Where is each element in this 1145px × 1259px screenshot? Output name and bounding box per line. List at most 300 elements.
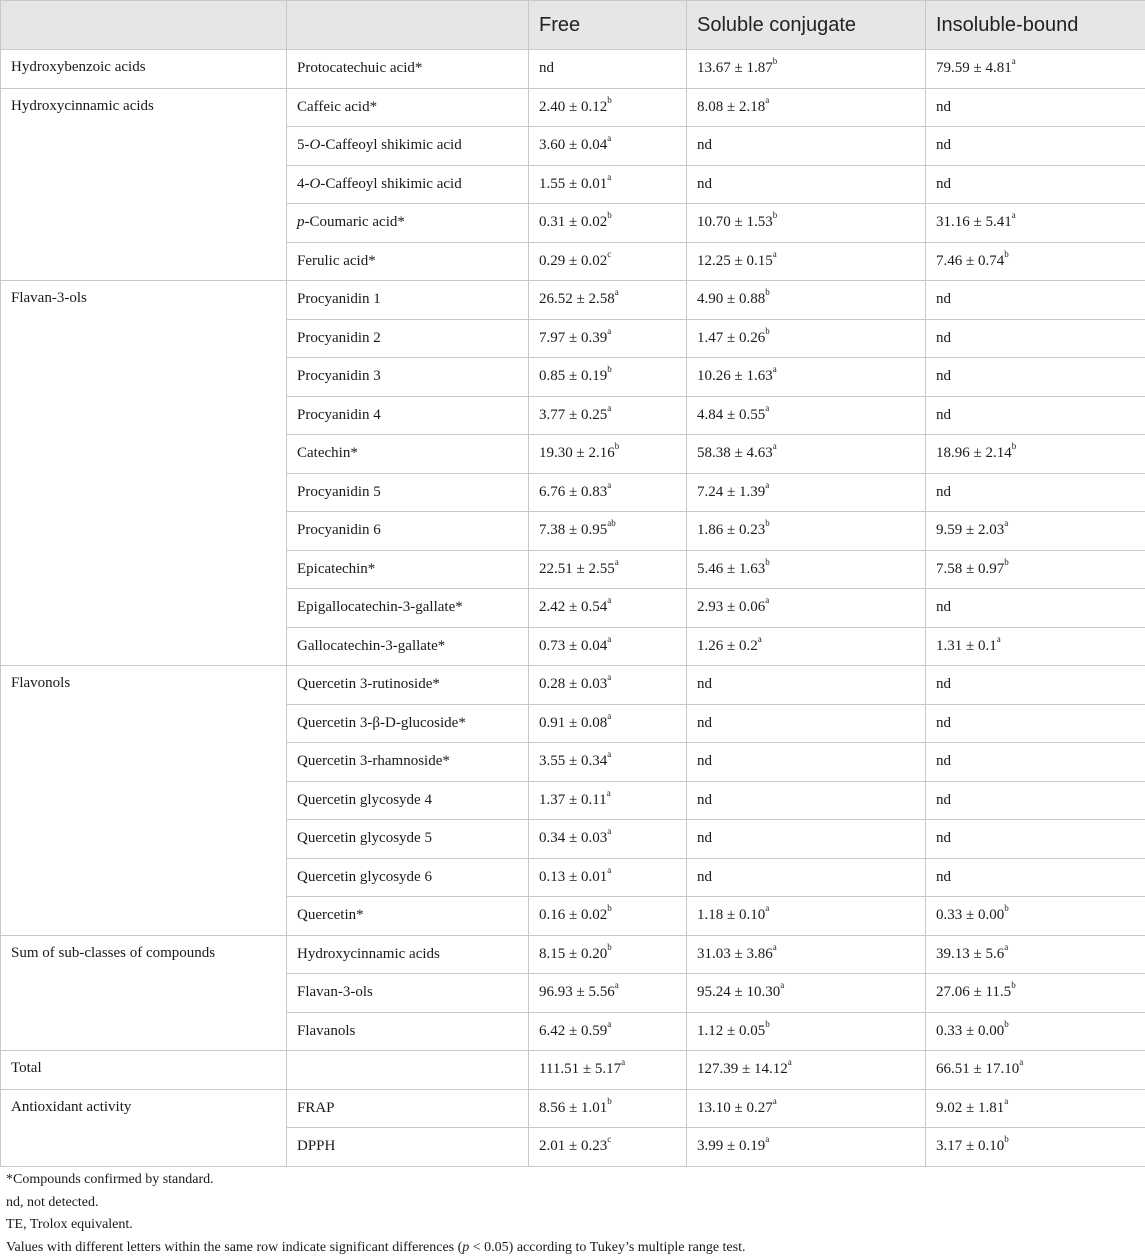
soluble-value-cell bbox=[687, 550, 926, 589]
value-text: 31.03 ± 3.86 bbox=[697, 946, 773, 962]
soluble-value-cell bbox=[687, 435, 926, 474]
significance-letter: a bbox=[607, 595, 611, 605]
soluble-value-cell bbox=[687, 820, 926, 859]
compound-name-cell: Ferulic acid* bbox=[287, 242, 529, 281]
value-text: 0.29 ± 0.02 bbox=[539, 253, 607, 269]
value-text: 8.15 ± 0.20 bbox=[539, 946, 607, 962]
free-value-cell bbox=[529, 512, 687, 551]
soluble-value-cell bbox=[687, 204, 926, 243]
soluble-value-cell bbox=[687, 897, 926, 936]
significance-letter: a bbox=[607, 865, 611, 875]
significance-letter: a bbox=[780, 980, 784, 990]
compound-name-cell bbox=[287, 165, 529, 204]
significance-letter: a bbox=[1012, 210, 1016, 220]
free-value-cell bbox=[529, 858, 687, 897]
significance-letter: a bbox=[615, 287, 619, 297]
significance-letter: a bbox=[765, 95, 769, 105]
table-row bbox=[1, 935, 1145, 974]
footnote-standard: *Compounds confirmed by standard. bbox=[6, 1169, 1136, 1192]
significance-letter: ab bbox=[607, 518, 616, 528]
significance-letter: b bbox=[607, 210, 612, 220]
free-value-cell bbox=[529, 974, 687, 1013]
significance-letter: a bbox=[773, 1096, 777, 1106]
soluble-value-cell bbox=[687, 473, 926, 512]
value-text: nd bbox=[936, 368, 951, 384]
value-text: 1.86 ± 0.23 bbox=[697, 522, 765, 538]
compound-name-cell: Procyanidin 4 bbox=[287, 396, 529, 435]
value-text: 7.24 ± 1.39 bbox=[697, 484, 765, 500]
header-insoluble-bound: Insoluble-bound bbox=[926, 1, 1145, 50]
value-text: nd bbox=[936, 599, 951, 615]
group-label-cell: Flavonols bbox=[1, 666, 287, 936]
value-text: 0.33 ± 0.00 bbox=[936, 907, 1004, 923]
value-text: 8.08 ± 2.18 bbox=[697, 99, 765, 115]
significance-letter: a bbox=[1004, 1096, 1008, 1106]
value-text: 96.93 ± 5.56 bbox=[539, 984, 615, 1000]
significance-letter: a bbox=[773, 441, 777, 451]
insoluble-value-cell bbox=[926, 974, 1145, 1013]
value-text: 58.38 ± 4.63 bbox=[697, 445, 773, 461]
header-group bbox=[1, 1, 287, 50]
footnote-significance-text-end: < 0.05) according to Tukey’s multiple range test. bbox=[469, 1240, 745, 1255]
value-text: 31.16 ± 5.41 bbox=[936, 214, 1012, 230]
value-text: 3.55 ± 0.34 bbox=[539, 753, 607, 769]
soluble-value-cell bbox=[687, 858, 926, 897]
value-text: 1.47 ± 0.26 bbox=[697, 330, 765, 346]
free-value-cell bbox=[529, 127, 687, 166]
compound-name-cell: Procyanidin 2 bbox=[287, 319, 529, 358]
footnote-p-symbol: p bbox=[462, 1240, 469, 1255]
table-row bbox=[1, 281, 1145, 320]
significance-letter: b bbox=[607, 903, 612, 913]
compound-name-cell: Procyanidin 5 bbox=[287, 473, 529, 512]
significance-letter: b bbox=[615, 441, 620, 451]
group-label-cell: Hydroxybenzoic acids bbox=[1, 50, 287, 89]
value-text: 7.46 ± 0.74 bbox=[936, 253, 1004, 269]
compound-name-cell: Flavanols bbox=[287, 1012, 529, 1051]
compound-name-suffix: -Caffeoyl shikimic acid bbox=[320, 137, 461, 153]
value-text: 9.02 ± 1.81 bbox=[936, 1100, 1004, 1116]
compound-name-cell: FRAP bbox=[287, 1089, 529, 1128]
free-value-cell bbox=[529, 1051, 687, 1090]
insoluble-value-cell bbox=[926, 512, 1145, 551]
significance-letter: b bbox=[773, 56, 778, 66]
group-label-cell: Sum of sub-classes of compounds bbox=[1, 935, 287, 1051]
table-row bbox=[1, 1051, 1145, 1090]
value-text: 0.85 ± 0.19 bbox=[539, 368, 607, 384]
value-text: nd bbox=[936, 99, 951, 115]
significance-letter: a bbox=[607, 826, 611, 836]
value-text: nd bbox=[936, 869, 951, 885]
value-text: nd bbox=[936, 830, 951, 846]
compound-name-cell: Quercetin glycosyde 5 bbox=[287, 820, 529, 859]
header-compound bbox=[287, 1, 529, 50]
compound-name-cell: Quercetin 3-rhamnoside* bbox=[287, 743, 529, 782]
value-text: 79.59 ± 4.81 bbox=[936, 60, 1012, 76]
header-soluble-conjugate: Soluble conjugate bbox=[687, 1, 926, 50]
significance-letter: b bbox=[773, 210, 778, 220]
value-text: 1.31 ± 0.1 bbox=[936, 638, 997, 654]
value-text: nd bbox=[697, 869, 712, 885]
free-value-cell bbox=[529, 935, 687, 974]
significance-letter: b bbox=[1004, 1019, 1009, 1029]
value-text: 39.13 ± 5.6 bbox=[936, 946, 1004, 962]
soluble-value-cell bbox=[687, 319, 926, 358]
compound-name-cell bbox=[287, 1051, 529, 1090]
significance-letter: b bbox=[607, 942, 612, 952]
insoluble-value-cell bbox=[926, 435, 1145, 474]
value-text: 3.77 ± 0.25 bbox=[539, 407, 607, 423]
value-text: 0.13 ± 0.01 bbox=[539, 869, 607, 885]
value-text: nd bbox=[697, 676, 712, 692]
footnote-significance-text: Values with different letters within the same row indicate significant differences ( bbox=[6, 1240, 462, 1255]
table-row bbox=[1, 88, 1145, 127]
value-text: 2.01 ± 0.23 bbox=[539, 1138, 607, 1154]
significance-letter: a bbox=[765, 1134, 769, 1144]
significance-letter: a bbox=[615, 980, 619, 990]
free-value-cell bbox=[529, 1012, 687, 1051]
significance-letter: a bbox=[997, 634, 1001, 644]
soluble-value-cell bbox=[687, 1012, 926, 1051]
value-text: nd bbox=[936, 484, 951, 500]
significance-letter: a bbox=[773, 942, 777, 952]
soluble-value-cell bbox=[687, 396, 926, 435]
significance-letter: a bbox=[1012, 56, 1016, 66]
insoluble-value-cell bbox=[926, 704, 1145, 743]
free-value-cell bbox=[529, 589, 687, 628]
soluble-value-cell bbox=[687, 781, 926, 820]
compound-name-cell: DPPH bbox=[287, 1128, 529, 1167]
compound-name-prefix: 5- bbox=[297, 137, 310, 153]
soluble-value-cell bbox=[687, 88, 926, 127]
significance-letter: a bbox=[607, 672, 611, 682]
value-text: 26.52 ± 2.58 bbox=[539, 291, 615, 307]
compound-name-cell: Flavan-3-ols bbox=[287, 974, 529, 1013]
value-text: 12.25 ± 0.15 bbox=[697, 253, 773, 269]
soluble-value-cell bbox=[687, 1051, 926, 1090]
compound-name-italic: O bbox=[310, 137, 321, 153]
significance-letter: a bbox=[765, 403, 769, 413]
compound-name-cell: Epicatechin* bbox=[287, 550, 529, 589]
significance-letter: a bbox=[607, 788, 611, 798]
free-value-cell bbox=[529, 435, 687, 474]
value-text: 3.99 ± 0.19 bbox=[697, 1138, 765, 1154]
value-text: nd bbox=[936, 753, 951, 769]
compound-name-cell: Procyanidin 6 bbox=[287, 512, 529, 551]
insoluble-value-cell bbox=[926, 127, 1145, 166]
value-text: 5.46 ± 1.63 bbox=[697, 561, 765, 577]
value-text: nd bbox=[539, 60, 554, 76]
value-text: 8.56 ± 1.01 bbox=[539, 1100, 607, 1116]
soluble-value-cell bbox=[687, 1128, 926, 1167]
significance-letter: b bbox=[607, 364, 612, 374]
free-value-cell bbox=[529, 165, 687, 204]
soluble-value-cell bbox=[687, 627, 926, 666]
significance-letter: a bbox=[615, 557, 619, 567]
soluble-value-cell bbox=[687, 666, 926, 705]
compound-name-cell: Gallocatechin-3-gallate* bbox=[287, 627, 529, 666]
insoluble-value-cell bbox=[926, 473, 1145, 512]
value-text: nd bbox=[936, 330, 951, 346]
value-text: 1.18 ± 0.10 bbox=[697, 907, 765, 923]
significance-letter: a bbox=[773, 364, 777, 374]
significance-letter: b bbox=[1004, 249, 1009, 259]
value-text: 3.60 ± 0.04 bbox=[539, 137, 607, 153]
significance-letter: a bbox=[1004, 942, 1008, 952]
significance-letter: b bbox=[1004, 903, 1009, 913]
value-text: 66.51 ± 17.10 bbox=[936, 1061, 1019, 1077]
footnote-significance bbox=[6, 1237, 1136, 1259]
free-value-cell bbox=[529, 550, 687, 589]
header-row bbox=[1, 1, 1145, 50]
compound-name-cell: Procyanidin 3 bbox=[287, 358, 529, 397]
soluble-value-cell bbox=[687, 743, 926, 782]
significance-letter: b bbox=[607, 1096, 612, 1106]
value-text: 2.93 ± 0.06 bbox=[697, 599, 765, 615]
value-text: 10.26 ± 1.63 bbox=[697, 368, 773, 384]
value-text: 6.42 ± 0.59 bbox=[539, 1023, 607, 1039]
insoluble-value-cell bbox=[926, 396, 1145, 435]
free-value-cell bbox=[529, 396, 687, 435]
value-text: 0.31 ± 0.02 bbox=[539, 214, 607, 230]
significance-letter: b bbox=[1011, 980, 1016, 990]
value-text: 4.90 ± 0.88 bbox=[697, 291, 765, 307]
value-text: nd bbox=[936, 792, 951, 808]
compound-name-cell bbox=[287, 127, 529, 166]
significance-letter: a bbox=[788, 1057, 792, 1067]
free-value-cell bbox=[529, 627, 687, 666]
value-text: nd bbox=[697, 792, 712, 808]
significance-letter: a bbox=[773, 249, 777, 259]
significance-letter: b bbox=[607, 95, 612, 105]
soluble-value-cell bbox=[687, 704, 926, 743]
compound-name-prefix: 4- bbox=[297, 176, 310, 192]
value-text: 13.67 ± 1.87 bbox=[697, 60, 773, 76]
group-label-cell: Hydroxycinnamic acids bbox=[1, 88, 287, 281]
insoluble-value-cell bbox=[926, 281, 1145, 320]
free-value-cell bbox=[529, 319, 687, 358]
significance-letter: b bbox=[1004, 1134, 1009, 1144]
value-text: 95.24 ± 10.30 bbox=[697, 984, 780, 1000]
value-text: 7.58 ± 0.97 bbox=[936, 561, 1004, 577]
compound-name-cell: Quercetin* bbox=[287, 897, 529, 936]
free-value-cell bbox=[529, 704, 687, 743]
value-text: nd bbox=[936, 407, 951, 423]
soluble-value-cell bbox=[687, 50, 926, 89]
insoluble-value-cell bbox=[926, 1128, 1145, 1167]
significance-letter: a bbox=[607, 172, 611, 182]
compound-name-cell: Epigallocatechin-3-gallate* bbox=[287, 589, 529, 628]
value-text: 1.55 ± 0.01 bbox=[539, 176, 607, 192]
value-text: 2.42 ± 0.54 bbox=[539, 599, 607, 615]
value-text: 27.06 ± 11.5 bbox=[936, 984, 1011, 1000]
value-text: 10.70 ± 1.53 bbox=[697, 214, 773, 230]
value-text: 7.97 ± 0.39 bbox=[539, 330, 607, 346]
free-value-cell bbox=[529, 820, 687, 859]
footnote-nd: nd, not detected. bbox=[6, 1192, 1136, 1215]
significance-letter: b bbox=[765, 326, 770, 336]
insoluble-value-cell bbox=[926, 589, 1145, 628]
soluble-value-cell bbox=[687, 935, 926, 974]
insoluble-value-cell bbox=[926, 319, 1145, 358]
soluble-value-cell bbox=[687, 974, 926, 1013]
insoluble-value-cell bbox=[926, 627, 1145, 666]
soluble-value-cell bbox=[687, 242, 926, 281]
value-text: 0.73 ± 0.04 bbox=[539, 638, 607, 654]
compound-name-cell: Hydroxycinnamic acids bbox=[287, 935, 529, 974]
value-text: nd bbox=[936, 291, 951, 307]
value-text: 6.76 ± 0.83 bbox=[539, 484, 607, 500]
free-value-cell bbox=[529, 1128, 687, 1167]
significance-letter: a bbox=[607, 634, 611, 644]
value-text: nd bbox=[936, 176, 951, 192]
significance-letter: a bbox=[607, 403, 611, 413]
insoluble-value-cell bbox=[926, 242, 1145, 281]
table-row bbox=[1, 666, 1145, 705]
significance-letter: a bbox=[765, 480, 769, 490]
value-text: 7.38 ± 0.95 bbox=[539, 522, 607, 538]
significance-letter: a bbox=[607, 326, 611, 336]
insoluble-value-cell bbox=[926, 358, 1145, 397]
soluble-value-cell bbox=[687, 281, 926, 320]
insoluble-value-cell bbox=[926, 50, 1145, 89]
significance-letter: a bbox=[607, 749, 611, 759]
free-value-cell bbox=[529, 897, 687, 936]
soluble-value-cell bbox=[687, 589, 926, 628]
soluble-value-cell bbox=[687, 127, 926, 166]
compound-name-cell: Quercetin 3-rutinoside* bbox=[287, 666, 529, 705]
significance-letter: b bbox=[765, 287, 770, 297]
significance-letter: c bbox=[607, 249, 611, 259]
compound-name-cell bbox=[287, 204, 529, 243]
table-footnotes bbox=[6, 1169, 1136, 1259]
value-text: 0.91 ± 0.08 bbox=[539, 715, 607, 731]
insoluble-value-cell bbox=[926, 858, 1145, 897]
value-text: nd bbox=[936, 676, 951, 692]
value-text: 22.51 ± 2.55 bbox=[539, 561, 615, 577]
value-text: nd bbox=[936, 715, 951, 731]
insoluble-value-cell bbox=[926, 165, 1145, 204]
value-text: 0.16 ± 0.02 bbox=[539, 907, 607, 923]
insoluble-value-cell bbox=[926, 935, 1145, 974]
value-text: 4.84 ± 0.55 bbox=[697, 407, 765, 423]
table-body bbox=[1, 50, 1145, 1167]
significance-letter: c bbox=[607, 1134, 611, 1144]
value-text: nd bbox=[697, 715, 712, 731]
compound-name-suffix: -Caffeoyl shikimic acid bbox=[320, 176, 461, 192]
significance-letter: a bbox=[758, 634, 762, 644]
insoluble-value-cell bbox=[926, 743, 1145, 782]
insoluble-value-cell bbox=[926, 781, 1145, 820]
compound-name-cell: Caffeic acid* bbox=[287, 88, 529, 127]
significance-letter: a bbox=[1004, 518, 1008, 528]
significance-letter: a bbox=[607, 711, 611, 721]
value-text: 1.37 ± 0.11 bbox=[539, 792, 607, 808]
significance-letter: b bbox=[1012, 441, 1017, 451]
insoluble-value-cell bbox=[926, 204, 1145, 243]
free-value-cell bbox=[529, 50, 687, 89]
significance-letter: a bbox=[607, 480, 611, 490]
significance-letter: a bbox=[765, 595, 769, 605]
insoluble-value-cell bbox=[926, 550, 1145, 589]
significance-letter: a bbox=[1019, 1057, 1023, 1067]
value-text: nd bbox=[697, 830, 712, 846]
insoluble-value-cell bbox=[926, 1089, 1145, 1128]
insoluble-value-cell bbox=[926, 88, 1145, 127]
value-text: 9.59 ± 2.03 bbox=[936, 522, 1004, 538]
value-text: 13.10 ± 0.27 bbox=[697, 1100, 773, 1116]
free-value-cell bbox=[529, 743, 687, 782]
value-text: 1.26 ± 0.2 bbox=[697, 638, 758, 654]
table-row bbox=[1, 1089, 1145, 1128]
free-value-cell bbox=[529, 1089, 687, 1128]
significance-letter: b bbox=[765, 557, 770, 567]
soluble-value-cell bbox=[687, 512, 926, 551]
significance-letter: a bbox=[607, 133, 611, 143]
insoluble-value-cell bbox=[926, 897, 1145, 936]
compound-name-cell: Procyanidin 1 bbox=[287, 281, 529, 320]
value-text: nd bbox=[697, 176, 712, 192]
free-value-cell bbox=[529, 281, 687, 320]
soluble-value-cell bbox=[687, 1089, 926, 1128]
value-text: nd bbox=[697, 753, 712, 769]
free-value-cell bbox=[529, 781, 687, 820]
compound-name-cell: Quercetin glycosyde 6 bbox=[287, 858, 529, 897]
compound-name-cell: Quercetin glycosyde 4 bbox=[287, 781, 529, 820]
free-value-cell bbox=[529, 88, 687, 127]
soluble-value-cell bbox=[687, 165, 926, 204]
value-text: 0.34 ± 0.03 bbox=[539, 830, 607, 846]
insoluble-value-cell bbox=[926, 1051, 1145, 1090]
value-text: 18.96 ± 2.14 bbox=[936, 445, 1012, 461]
value-text: nd bbox=[697, 137, 712, 153]
significance-letter: a bbox=[607, 1019, 611, 1029]
value-text: 0.28 ± 0.03 bbox=[539, 676, 607, 692]
value-text: 2.40 ± 0.12 bbox=[539, 99, 607, 115]
free-value-cell bbox=[529, 358, 687, 397]
free-value-cell bbox=[529, 666, 687, 705]
group-label-cell: Flavan-3-ols bbox=[1, 281, 287, 666]
significance-letter: b bbox=[765, 1019, 770, 1029]
table-row bbox=[1, 50, 1145, 89]
free-value-cell bbox=[529, 204, 687, 243]
free-value-cell bbox=[529, 473, 687, 512]
compound-name-cell: Protocatechuic acid* bbox=[287, 50, 529, 89]
significance-letter: b bbox=[1004, 557, 1009, 567]
group-label-cell: Antioxidant activity bbox=[1, 1089, 287, 1166]
significance-letter: a bbox=[765, 903, 769, 913]
compound-name-italic: p bbox=[297, 214, 305, 230]
compound-name-cell: Quercetin 3-β-D-glucoside* bbox=[287, 704, 529, 743]
compound-name-italic: O bbox=[310, 176, 321, 192]
compound-name-suffix: -Coumaric acid* bbox=[305, 214, 405, 230]
insoluble-value-cell bbox=[926, 1012, 1145, 1051]
value-text: 111.51 ± 5.17 bbox=[539, 1061, 621, 1077]
value-text: 1.12 ± 0.05 bbox=[697, 1023, 765, 1039]
significance-letter: a bbox=[621, 1057, 625, 1067]
value-text: 3.17 ± 0.10 bbox=[936, 1138, 1004, 1154]
value-text: nd bbox=[936, 137, 951, 153]
value-text: 19.30 ± 2.16 bbox=[539, 445, 615, 461]
insoluble-value-cell bbox=[926, 820, 1145, 859]
soluble-value-cell bbox=[687, 358, 926, 397]
free-value-cell bbox=[529, 242, 687, 281]
value-text: 0.33 ± 0.00 bbox=[936, 1023, 1004, 1039]
header-free: Free bbox=[529, 1, 687, 50]
insoluble-value-cell bbox=[926, 666, 1145, 705]
significance-letter: b bbox=[765, 518, 770, 528]
value-text: 127.39 ± 14.12 bbox=[697, 1061, 788, 1077]
